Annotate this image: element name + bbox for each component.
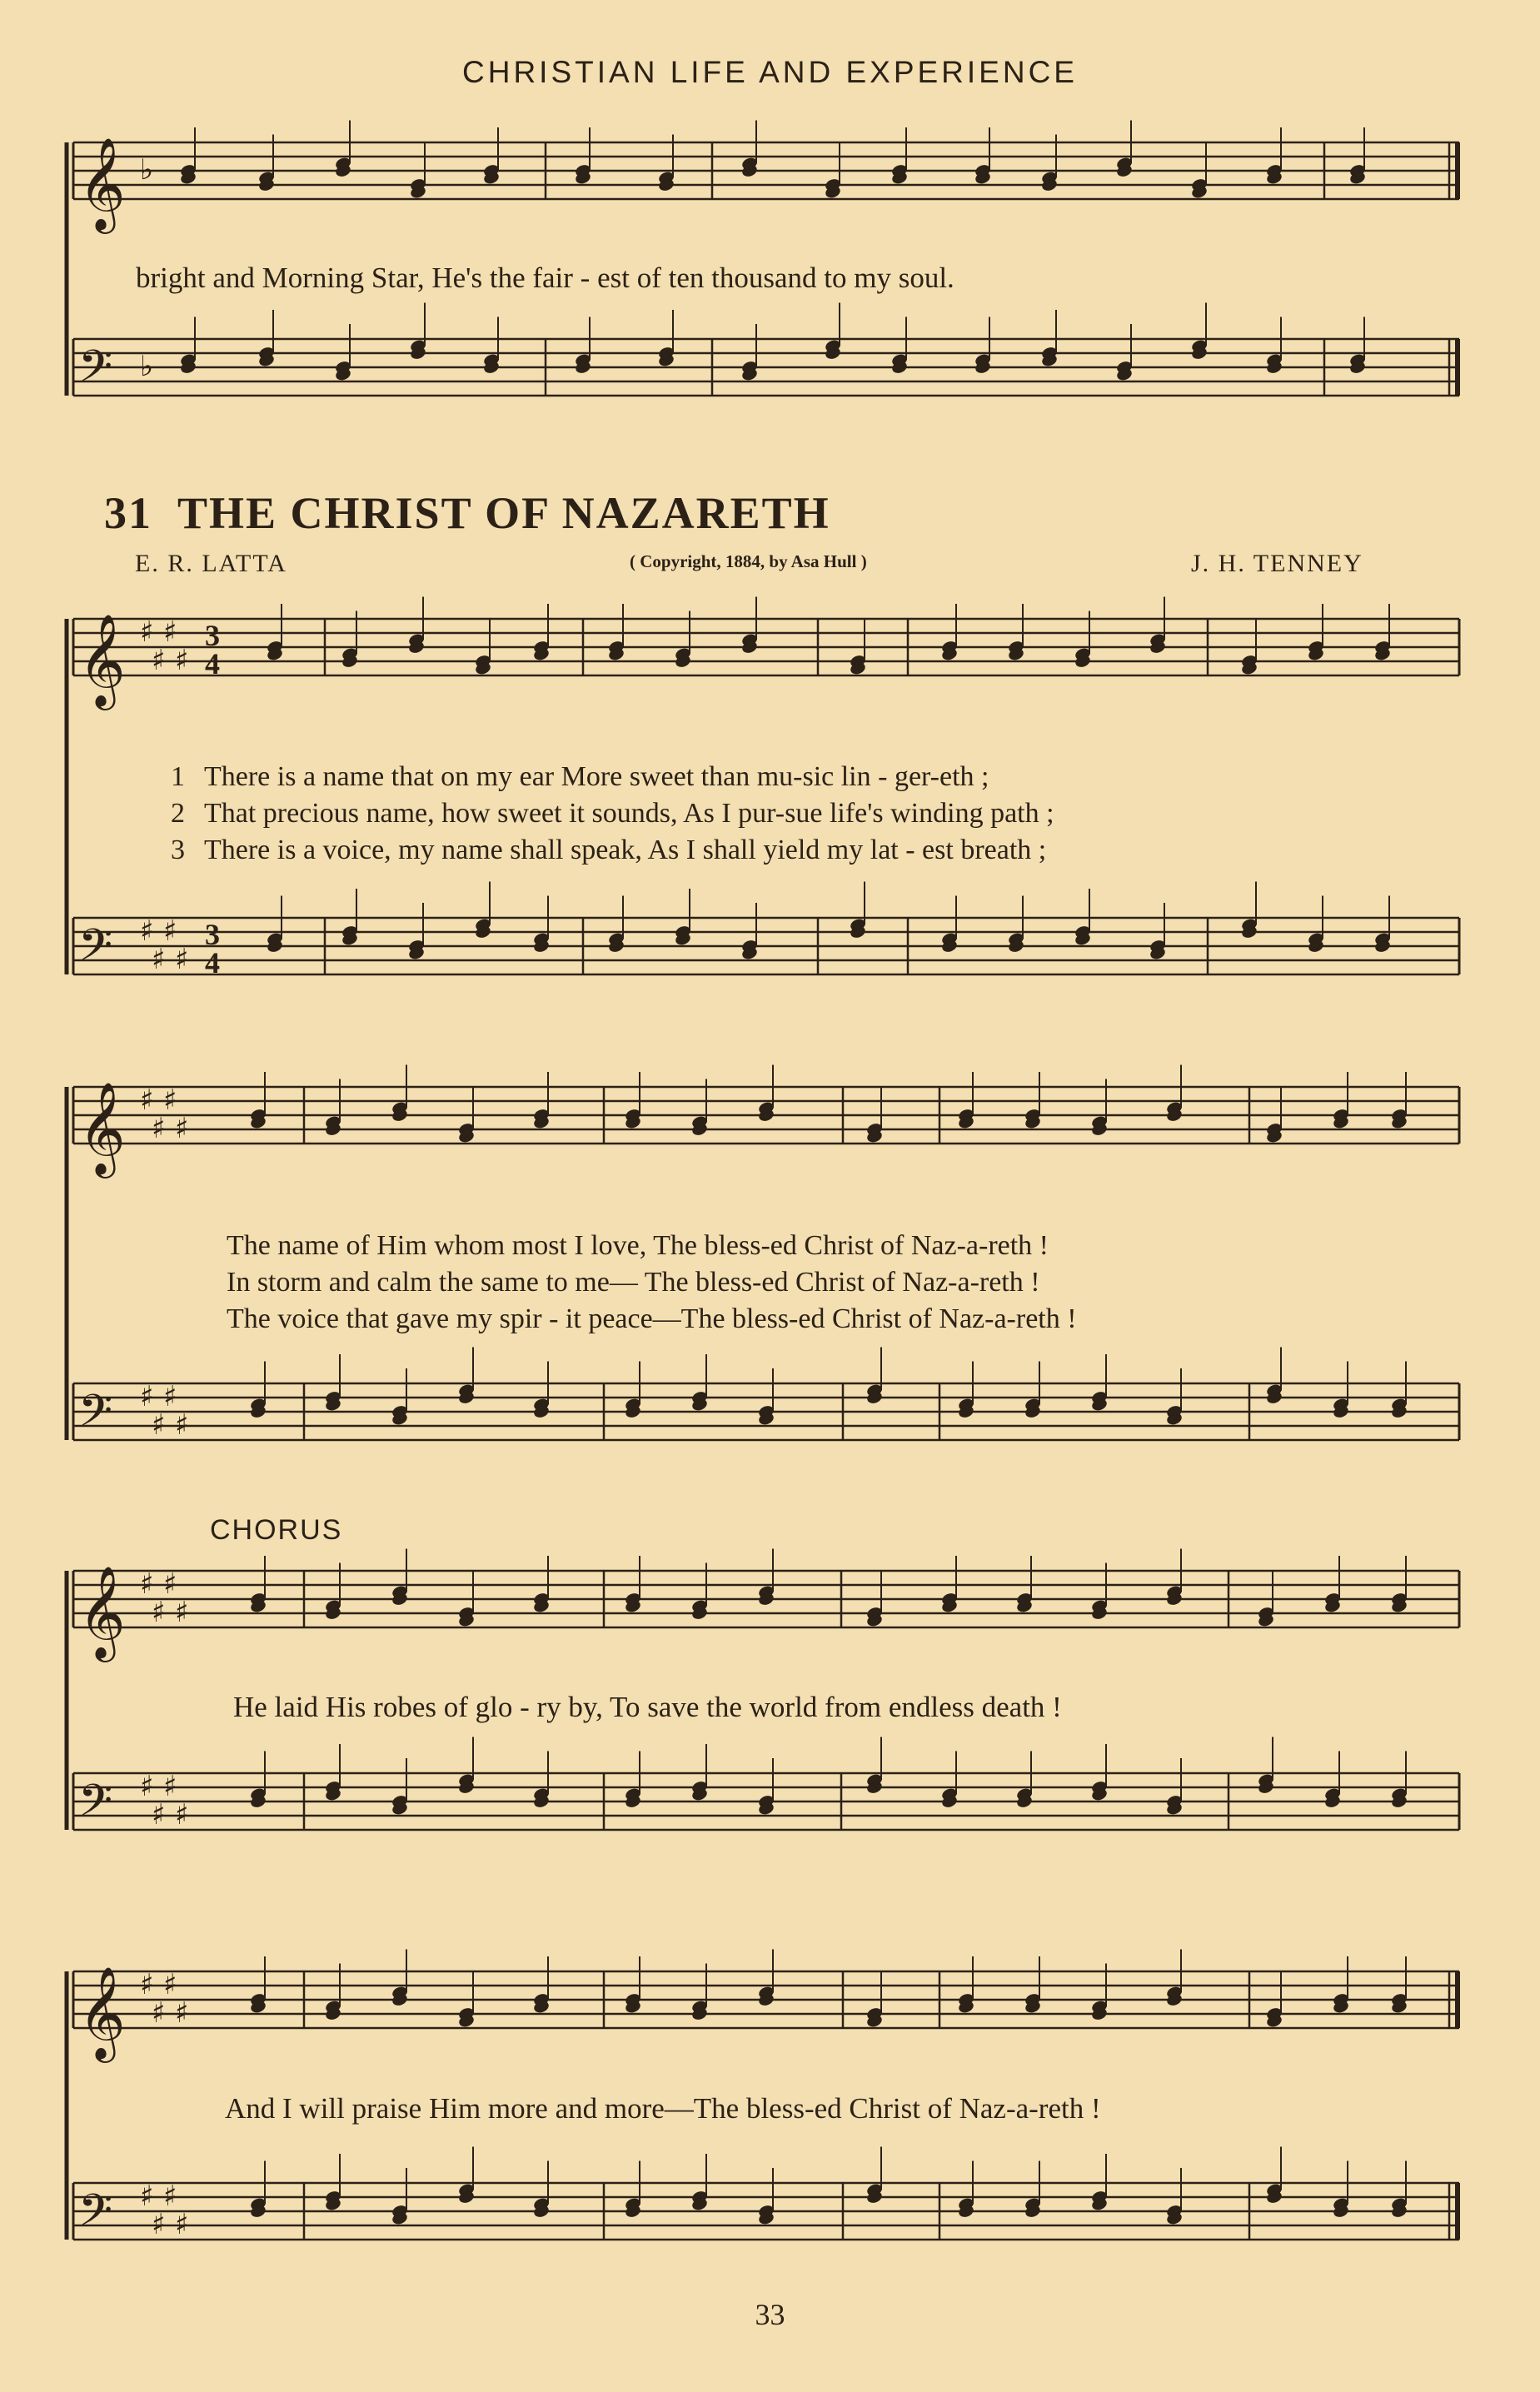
time-signature-bottom: 4 — [205, 946, 220, 979]
sharp-icon: ♯ — [175, 2208, 189, 2241]
sharp-icon: ♯ — [152, 644, 166, 677]
sharp-icon: ♯ — [175, 1408, 189, 1442]
chorus-label: CHORUS — [210, 1514, 343, 1546]
final-barline — [1455, 142, 1460, 199]
final-barline — [1455, 1971, 1460, 2028]
sharp-icon: ♯ — [163, 1968, 177, 2001]
verse-line — [171, 759, 989, 795]
sharp-icon: ♯ — [140, 914, 154, 948]
verse-line: The voice that gave my spir - it peace—The bless-ed Christ of Naz-a-reth ! — [227, 1303, 1077, 1334]
time-signature-top: 3 — [205, 918, 220, 951]
sharp-icon: ♯ — [175, 1596, 189, 1629]
sharp-icon: ♯ — [152, 1996, 166, 2030]
sharp-icon: ♯ — [140, 1084, 154, 1117]
sharp-icon: ♯ — [175, 1996, 189, 2030]
sharp-icon: ♯ — [175, 1112, 189, 1145]
sharp-icon: ♯ — [140, 1968, 154, 2001]
flat-icon: ♭ — [140, 153, 154, 187]
sharp-icon: ♯ — [163, 1770, 177, 1803]
bass-clef-icon: 𝄢 — [78, 1386, 113, 1448]
verse-number: 2 — [171, 798, 185, 829]
sharp-icon: ♯ — [163, 615, 177, 649]
treble-clef-icon: 𝄞 — [78, 613, 126, 706]
sharp-icon: ♯ — [163, 2180, 177, 2213]
page-number: 33 — [755, 2298, 785, 2331]
bass-clef-icon: 𝄢 — [78, 1776, 113, 1837]
hymn-title-text: THE CHRIST OF NAZARETH — [177, 488, 830, 538]
chorus-line: And I will praise Him more and more—The bless-ed Christ of Naz-a-reth ! — [225, 2092, 1101, 2125]
verse-number: 3 — [171, 835, 185, 865]
sharp-icon: ♯ — [175, 943, 189, 976]
sharp-icon: ♯ — [152, 943, 166, 976]
flat-icon: ♭ — [140, 350, 154, 383]
sharp-icon: ♯ — [152, 1596, 166, 1629]
treble-clef-icon: 𝄞 — [78, 1966, 126, 2059]
sharp-icon: ♯ — [140, 1567, 154, 1601]
final-barline — [1455, 339, 1460, 396]
verse-text: There is a voice, my name shall speak, As I shall yield my lat - est breath ; — [204, 835, 1047, 865]
sharp-icon: ♯ — [175, 644, 189, 677]
sharp-icon: ♯ — [140, 2180, 154, 2213]
sharp-icon: ♯ — [163, 1084, 177, 1117]
sharp-icon: ♯ — [140, 1380, 154, 1413]
sharp-icon: ♯ — [163, 1380, 177, 1413]
sharp-icon: ♯ — [152, 1408, 166, 1442]
verse-line — [171, 832, 1046, 869]
prev-hymn-lyric: bright and Morning Star, He's the fair - est of ten thousand to my soul. — [136, 262, 954, 294]
verse-line: In storm and calm the same to me— The bless-ed Christ of Naz-a-reth ! — [227, 1267, 1040, 1298]
hymn-title — [104, 487, 830, 539]
bass-clef-icon: 𝄢 — [78, 341, 113, 403]
verse-text: There is a name that on my ear More sweet than mu-sic lin - ger-eth ; — [204, 761, 989, 792]
treble-clef-icon: 𝄞 — [78, 137, 126, 230]
sharp-icon: ♯ — [163, 1567, 177, 1601]
composer: J. H. TENNEY — [1191, 550, 1363, 577]
time-signature-top: 3 — [205, 619, 220, 652]
verse-line — [171, 795, 1054, 832]
bass-clef-icon: 𝄢 — [78, 920, 113, 982]
sharp-icon: ♯ — [140, 1770, 154, 1803]
lyricist: E. R. LATTA — [135, 550, 287, 577]
copyright-notice: ( Copyright, 1884, by Asa Hull ) — [630, 551, 867, 571]
treble-clef-icon: 𝄞 — [78, 1565, 126, 1658]
treble-clef-icon: 𝄞 — [78, 1081, 126, 1174]
final-barline — [1455, 2183, 1460, 2240]
sharp-icon: ♯ — [152, 1112, 166, 1145]
sharp-icon: ♯ — [140, 615, 154, 649]
time-signature-bottom: 4 — [205, 647, 220, 680]
verse-line: The name of Him whom most I love, The bless-ed Christ of Naz-a-reth ! — [227, 1230, 1049, 1261]
sharp-icon: ♯ — [152, 2208, 166, 2241]
chorus-line: He laid His robes of glo - ry by, To save the world from endless death ! — [233, 1691, 1062, 1723]
page-header: CHRISTIAN LIFE AND EXPERIENCE — [462, 55, 1078, 89]
verse-number: 1 — [171, 761, 185, 792]
bass-clef-icon: 𝄢 — [78, 2185, 113, 2247]
sharp-icon: ♯ — [163, 914, 177, 948]
sharp-icon: ♯ — [152, 1798, 166, 1831]
verse-text: That precious name, how sweet it sounds, As I pur-sue life's winding path ; — [204, 798, 1054, 829]
sharp-icon: ♯ — [175, 1798, 189, 1831]
hymn-number: 31 — [104, 488, 152, 538]
